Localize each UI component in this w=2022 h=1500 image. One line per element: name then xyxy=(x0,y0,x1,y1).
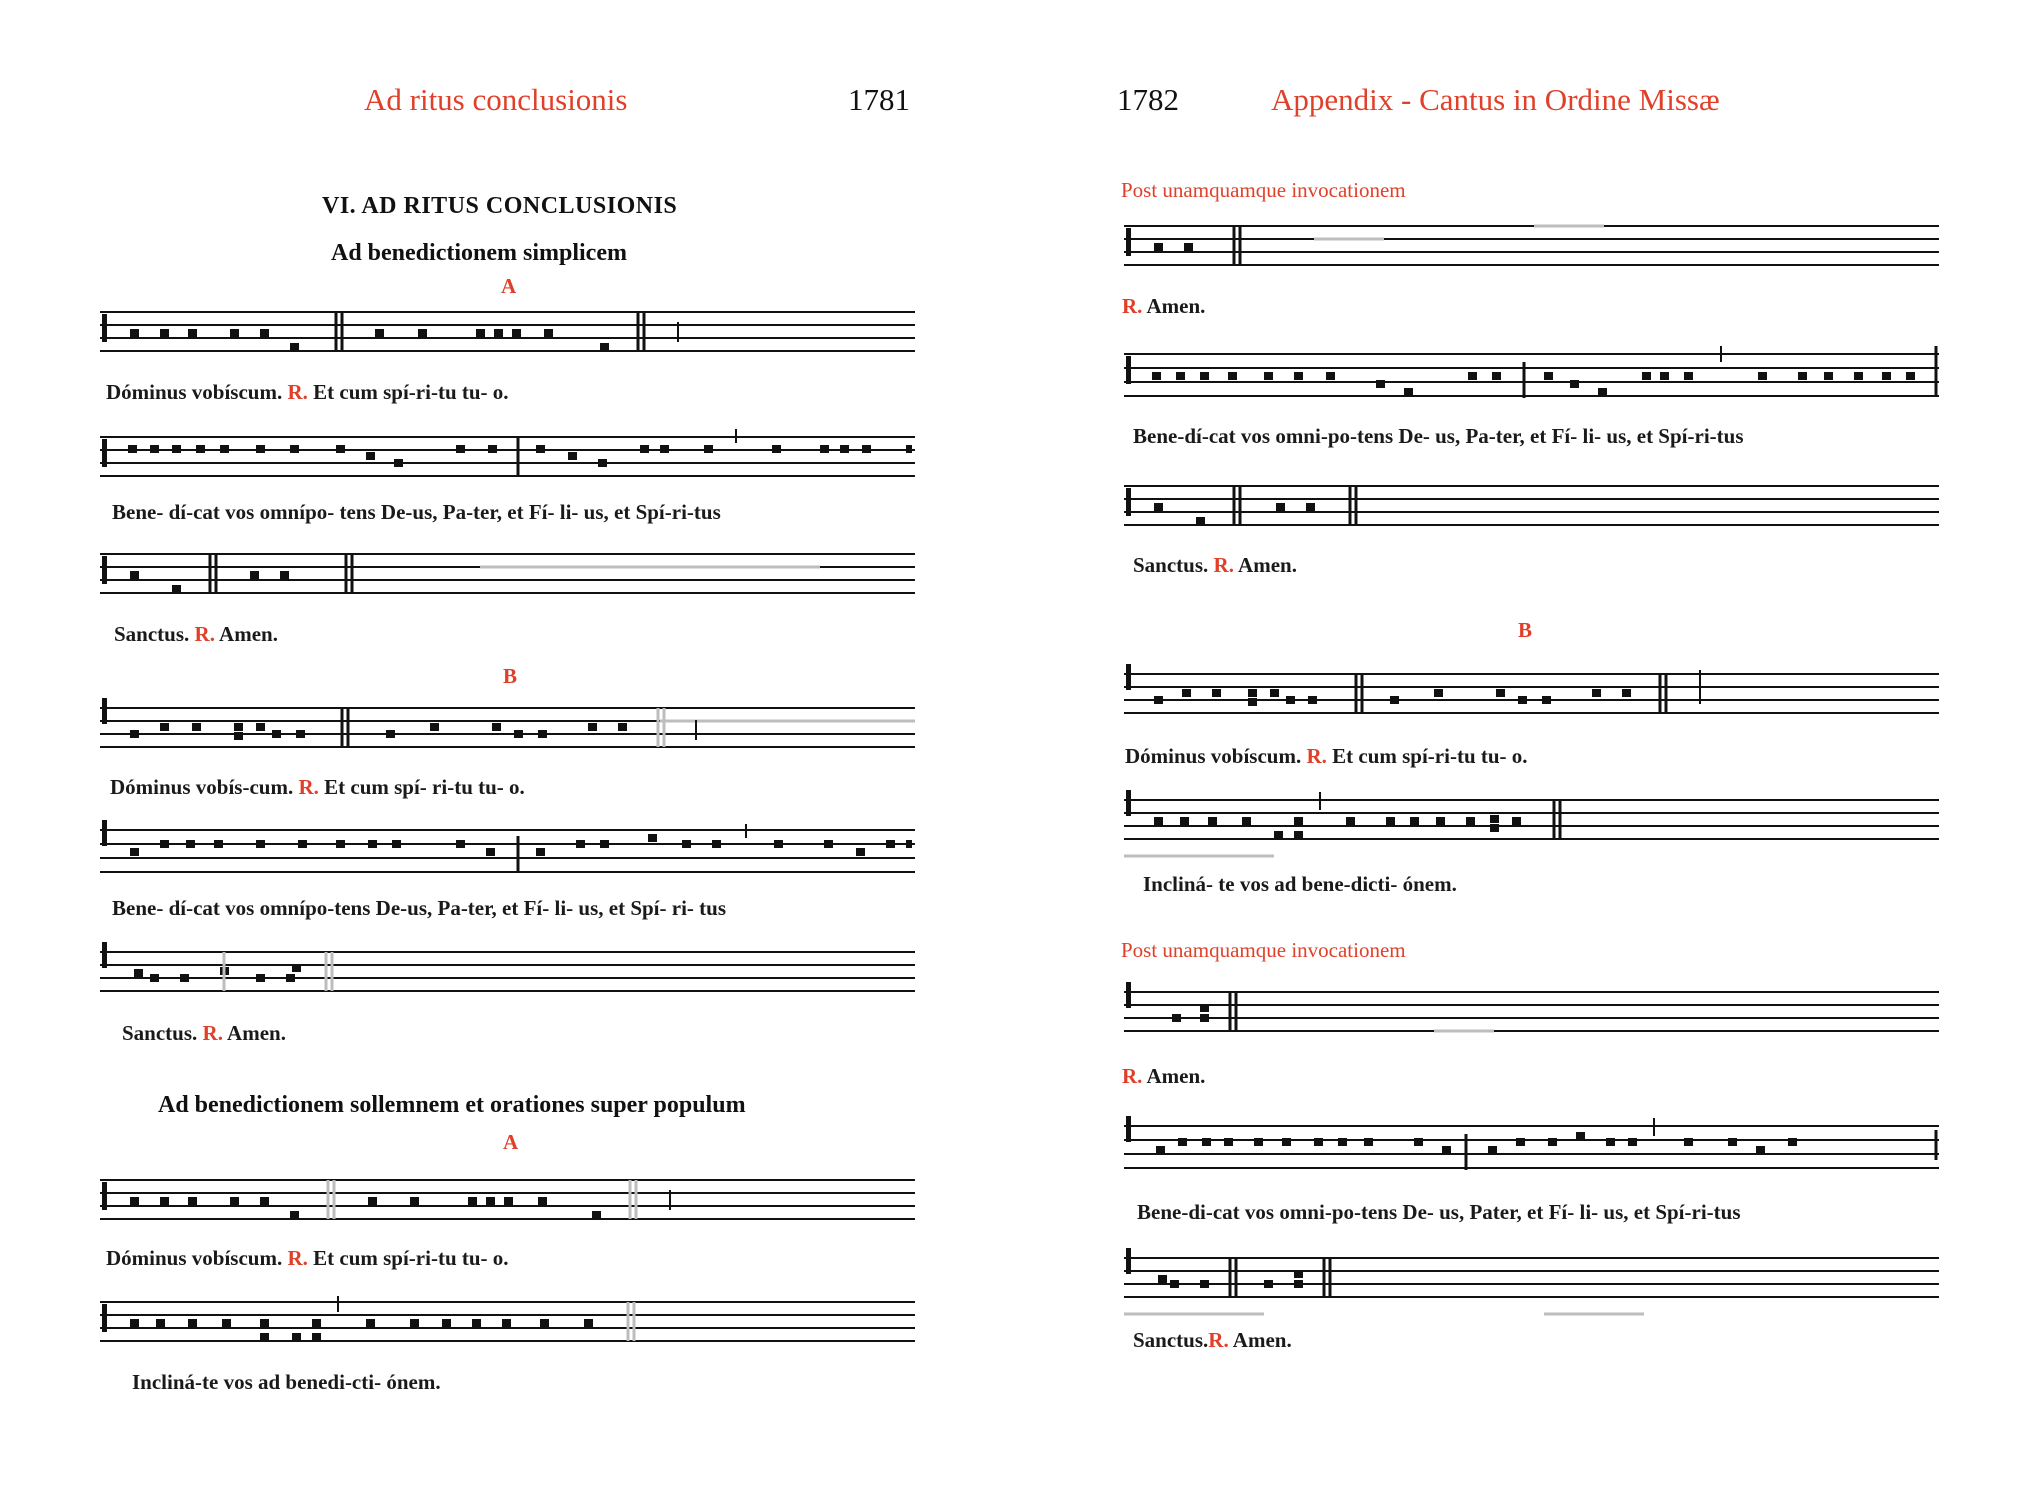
subtitle-simple-blessing: Ad benedictionem simplicem xyxy=(331,240,627,266)
right-page xyxy=(1011,0,2022,1500)
chant-staff xyxy=(100,310,915,358)
lyric-line: Bene- dí-cat vos omnípo- tens De-us, Pa-ter, et Fí- li- us, et Spí-ri-tus xyxy=(112,500,721,524)
left-page-number: 1781 xyxy=(848,82,910,117)
chant-staff xyxy=(100,950,915,998)
rubric: Post unamquamque invocationem xyxy=(1121,938,1406,962)
chant-staff xyxy=(1124,990,1939,1038)
variant-letter-b: B xyxy=(1518,618,1533,642)
variant-letter-a: A xyxy=(503,1130,519,1154)
rubric: Post unamquamque invocationem xyxy=(1121,178,1406,202)
variant-letter-a: A xyxy=(501,274,517,298)
variant-letter-b: B xyxy=(503,664,518,688)
lyric-line: Sanctus.R. Amen. xyxy=(1133,1328,1292,1352)
lyric-line: Incliná- te vos ad bene-dicti- ónem. xyxy=(1143,872,1457,896)
chant-staff xyxy=(1124,352,1939,402)
chant-staff xyxy=(100,1178,915,1226)
chant-staff xyxy=(100,1300,915,1348)
chant-staff xyxy=(100,706,915,754)
lyric-line: Bene-dí-cat vos omni-po-tens De- us, Pa-ter, et Fí- li- us, et Spí-ri-tus xyxy=(1133,424,1744,448)
lyric-line: Sanctus. R. Amen. xyxy=(1133,553,1297,577)
lyric-line: Sanctus. R. Amen. xyxy=(114,622,278,646)
lyric-line: Dóminus vobíscum. R. Et cum spí-ri-tu tu- o. xyxy=(106,1246,509,1270)
chant-staff xyxy=(100,828,915,878)
lyric-line: Dóminus vobíscum. R. Et cum spí-ri-tu tu- o. xyxy=(1125,744,1528,768)
lyric-line: Dóminus vobíscum. R. Et cum spí-ri-tu tu- o. xyxy=(106,380,509,404)
subtitle-solemn-blessing: Ad benedictionem sollemnem et orationes super populum xyxy=(158,1092,746,1118)
lyric-line: Bene-di-cat vos omni-po-tens De- us, Pater, et Fí- li- us, et Spí-ri-tus xyxy=(1137,1200,1741,1224)
lyric-line: R. Amen. xyxy=(1122,294,1206,318)
lyric-line: Sanctus. R. Amen. xyxy=(122,1021,286,1045)
lyric-line: Bene- dí-cat vos omnípo-tens De-us, Pa-ter, et Fí- li- us, et Spí- ri- tus xyxy=(112,896,726,920)
right-running-title: Appendix - Cantus in Ordine Missæ xyxy=(1271,82,1720,117)
lyric-line: Dóminus vobís-cum. R. Et cum spí- ri-tu tu- o. xyxy=(110,775,525,799)
chant-staff xyxy=(1124,484,1939,532)
chant-staff xyxy=(100,552,915,600)
right-page-number: 1782 xyxy=(1117,82,1179,117)
chant-staff xyxy=(1124,1256,1939,1304)
left-running-title: Ad ritus conclusionis xyxy=(364,82,628,117)
chant-staff xyxy=(1124,1124,1939,1174)
lyric-line: R. Amen. xyxy=(1122,1064,1206,1088)
section-title: VI. AD RITUS CONCLUSIONIS xyxy=(322,193,678,219)
chant-staff xyxy=(100,435,915,483)
chant-staff xyxy=(1124,672,1939,720)
lyric-line: Incliná-te vos ad benedi-cti- ónem. xyxy=(132,1370,441,1394)
chant-staff xyxy=(1124,798,1939,846)
chant-staff xyxy=(1124,224,1939,272)
